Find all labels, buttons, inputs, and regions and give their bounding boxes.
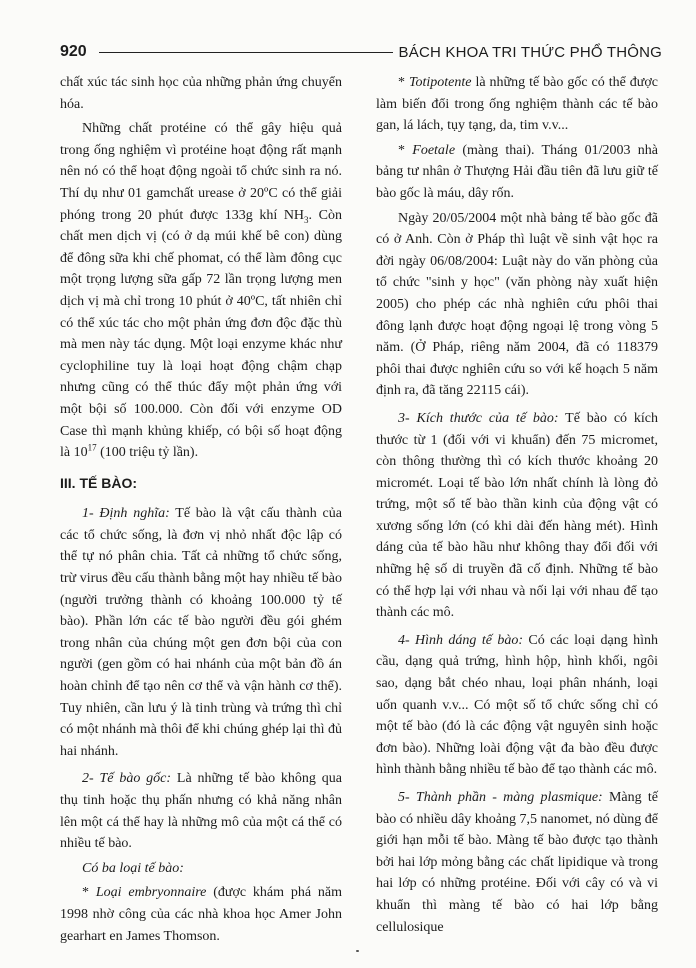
paragraph-text: là những tế bào gốc có thể được làm biến đổi trong ống nghiệm thành các tế bào gan, lá lách, tụy tạng, da, tim v.v... [376,75,659,134]
paragraph-three-types: Có ba loại tế bào: [82,860,184,876]
bullet-totipotente [376,72,658,137]
paragraph-text: Màng tế bào có nhiều dây khoảng 7,5 nanomet, nó dùng để giới hạn mỗi tế bào. Màng tế bào được tạo thành bởi hai lớp mỏng bằng các chất lipidique và trong hai lớp có những protéine. Đối với cây có và vi khuẩn thì màng tế bào có hai lớp bằng cellulosique [376,790,658,935]
superscript: 17 [87,442,97,453]
paragraph-text: Là những tế bào không qua thụ tinh hoặc thụ phấn nhưng có khả năng nhân lên một cá thể hay là những mô của một cá thể có nhiều tế bào. [60,771,342,852]
header-rule [99,52,393,53]
paragraph-cell-bank: Ngày 20/05/2004 một nhà bảng tế bào gốc đã có ở Anh. Còn ở Pháp thì luật về sinh vật học ra đời ngày 06/08/2004: Luật này do văn phòng của tổ chức "sinh y học" (văn phòng này xuất hiện 2005) cho phép các nhà nghiên cứu phôi thai đông lạnh được hoạt động ngoại lệ trong vòng 5 năm. (Ở Pháp, riêng năm 2004, đã có 118379 phôi thai được nghiên cứu so với kế hoạch 5 năm định ra, đã tăng 22115 cái). [376,210,658,399]
subscript: 3 [304,214,309,225]
subheading-label: 3- Kích thước của tế bào: [398,410,559,426]
bullet-label: Totipotente [408,75,472,90]
right-column [376,72,658,938]
subheading-label: 5- Thành phần - màng plasmique: [398,790,603,805]
bullet-mark: * [398,75,405,90]
paragraph-text: Tế bào có kích thước từ 1 (đối với vi khuẩn) đến 75 micromet, còn thông thường thì có kích thước khoảng 20 micromét. Loại tế bào lớn nhất chính là lòng đỏ trứng, một số tế bào thần kinh của động vật có xương sống lớn (có khi dài đến hàng mét). Hình dáng của tế bào hầu như không thay đổi đối với những hệ số di truyền đã cố định. Những tế bào có thể hợp lại với nhau và nối lại với nhau để tạo thành các mô. [376,410,659,621]
running-title: BÁCH KHOA TRI THỨC PHỔ THÔNG [398,43,662,61]
subheading-label: 1- Định nghĩa: [82,506,170,522]
paragraph-text: Tế bào là vật cấu thành của các tổ chức sống, là đơn vị nhỏ nhất độc lập có thể tự nó phân chia. Tất cả những tổ chức sống, trừ virus đều cấu thành bằng một hay nhiều tế bào (người trưởng thành có khoảng 100.000 tỷ tế bào). Phần lớn các tế bào người đều gói ghém trong nhân của chúng một gen đơn bội của con người (gen gồm có hai nhánh của một bản đồ án hoàn chỉnh để tạo nên cơ thể và vận hành cơ thể). Tuy nhiên, cần lưu ý là tinh trùng và trứng thì chỉ có một nhánh mà thôi để khi chúng ghép lại thì đủ hai nhánh. [60,506,342,759]
paragraph-cell-size [376,408,658,624]
paragraph-definition [60,503,342,762]
paragraph-text: . Còn chất men dịch vị (có ở dạ múi khế bê con) dùng để đông sữa khi chế phomat, có thể làm đông cục một trọng lượng sữa gấp 72 lần trọng lượng men dịch vị mà chỉ trong 10 phút ở 40ºC, tất nhiên chỉ có thể xúc tác cho một phản ứng đơn độc đặc thù mà men này tác dụng. Một loại enzyme khác như cyclophiline tuy là loại hoạt động chậm chạp nhưng cũng có thể thúc đẩy một phản ứng với một bội số 100.000. Còn đối với enzyme OD Case thì mạnh khủng khiếp, có bội số hoạt động là 10 [60,207,342,461]
paragraph-stem-cell [60,768,342,854]
paragraph-cell-membrane [376,787,658,938]
page-number: 920 [60,43,87,60]
bullet-mark: * [82,885,89,901]
bullet-embryonnaire [60,882,342,947]
subheading-label: 4- Hình dáng tế bào: [398,632,523,648]
left-column [60,72,342,947]
bullet-label: Loại embryonnaire [95,885,207,901]
paragraph-text: (100 triệu tỷ lần). [96,445,199,461]
bullet-foetale [376,140,658,205]
paragraph-cell-shape [376,630,658,781]
bullet-label: Foetale [412,142,456,158]
print-speck [356,950,359,952]
paragraph-enzyme-examples [60,118,342,464]
paragraph-text: Những chất protéine có thể gây hiệu quả trong ống nghiệm vì protéine hoạt động rất mạnh nên nó có thể hoạt động ngoài tổ chức sinh ra nó. Thí dụ như 01 gamchất urease ở 20ºC có thể giải phóng trong 20 phút được 133g khí NH [60,121,342,223]
paragraph-text: Có các loại dạng hình cầu, dạng quả trứng, hình hộp, hình khối, ngôi sao, dạng bắt chéo nhau, loại phân nhánh, loại uốn quanh v.v... Có một số tổ chức sống chỉ có một tế bào (đó là các động vật nguyên sinh hoặc đơn bào). Những loài động vật đa bào đều được hình thành bằng nhiều tế bào để tạo thành các mô. [376,632,658,778]
paragraph-text: (màng thai). Tháng 01/2003 nhà bảng tư nhân ở Thượng Hải đầu tiên đã lưu giữ tế bào gốc là máu, dây rốn. [376,142,658,201]
paragraph-text: (được khám phá năm 1998 nhờ công của các nhà khoa học Amer John gearhart en James Thomson. [60,885,342,944]
subheading-label: 2- Tế bào gốc: [82,771,172,787]
page-header [60,40,662,64]
section-heading: III. TẾ BÀO: [60,474,137,491]
paragraph-continuation: chất xúc tác sinh học của những phản ứng chuyển hóa. [60,75,342,112]
bullet-mark: * [398,142,405,158]
